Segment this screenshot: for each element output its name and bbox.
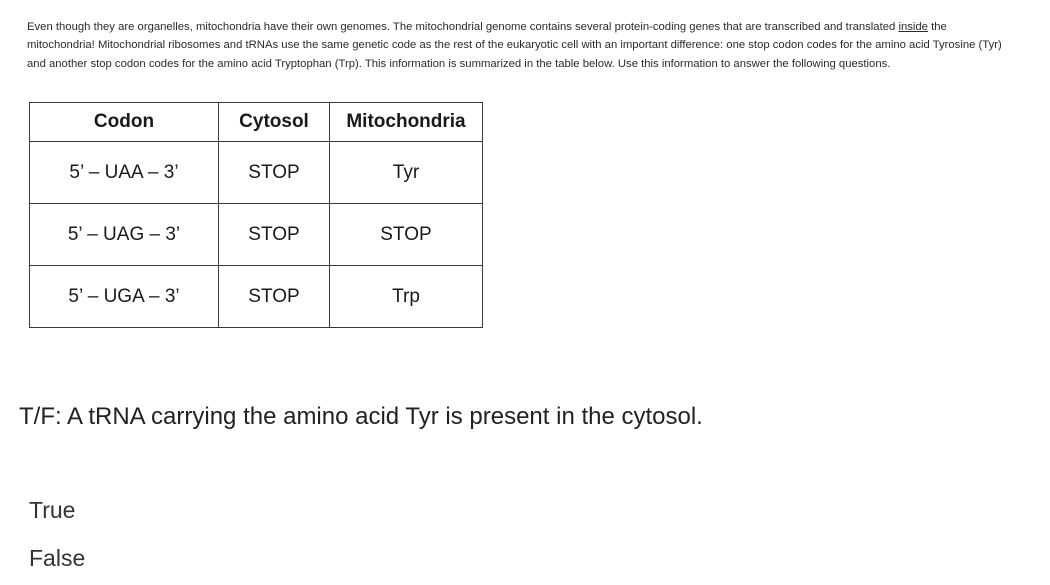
table-row bbox=[30, 266, 483, 328]
intro-text-part-2: the mitochondria! Mitochondrial ribosomes and tRNAs use the same genetic code as the rest of the eukaryotic cell with an important difference: one stop codon codes for the amino acid Tyrosine (Tyr) and another stop codon codes for the amino acid Tryptophan (Trp). This information is summarized in the table below. Use this information to answer the following questions. bbox=[27, 21, 1002, 70]
cell-cytosol: STOP bbox=[219, 204, 330, 266]
intro-text-part-1: Even though they are organelles, mitochondria have their own genomes. The mitochondrial genome contains several protein-coding genes that are transcribed and translated bbox=[27, 21, 899, 33]
table-row bbox=[30, 204, 483, 266]
true-false-question: T/F: A tRNA carrying the amino acid Tyr is present in the cytosol. bbox=[19, 403, 703, 430]
cell-cytosol: STOP bbox=[219, 142, 330, 204]
column-header-codon: Codon bbox=[30, 103, 219, 142]
column-header-mitochondria: Mitochondria bbox=[330, 103, 483, 142]
cell-codon: 5’ – UAG – 3’ bbox=[30, 204, 219, 266]
cell-codon: 5’ – UAA – 3’ bbox=[30, 142, 219, 204]
cell-codon: 5’ – UGA – 3’ bbox=[30, 266, 219, 328]
table-row bbox=[30, 142, 483, 204]
answer-option-false[interactable]: False bbox=[29, 545, 86, 571]
answer-option-true[interactable]: True bbox=[29, 497, 76, 523]
table-header-row bbox=[30, 103, 483, 142]
question-intro-paragraph bbox=[27, 18, 1017, 73]
cell-mitochondria: Trp bbox=[330, 266, 483, 328]
column-header-cytosol: Cytosol bbox=[219, 103, 330, 142]
genetic-code-table bbox=[29, 102, 483, 328]
cell-mitochondria: Tyr bbox=[330, 142, 483, 204]
cell-mitochondria: STOP bbox=[330, 204, 483, 266]
cell-cytosol: STOP bbox=[219, 266, 330, 328]
intro-underlined-word: inside bbox=[898, 21, 928, 33]
